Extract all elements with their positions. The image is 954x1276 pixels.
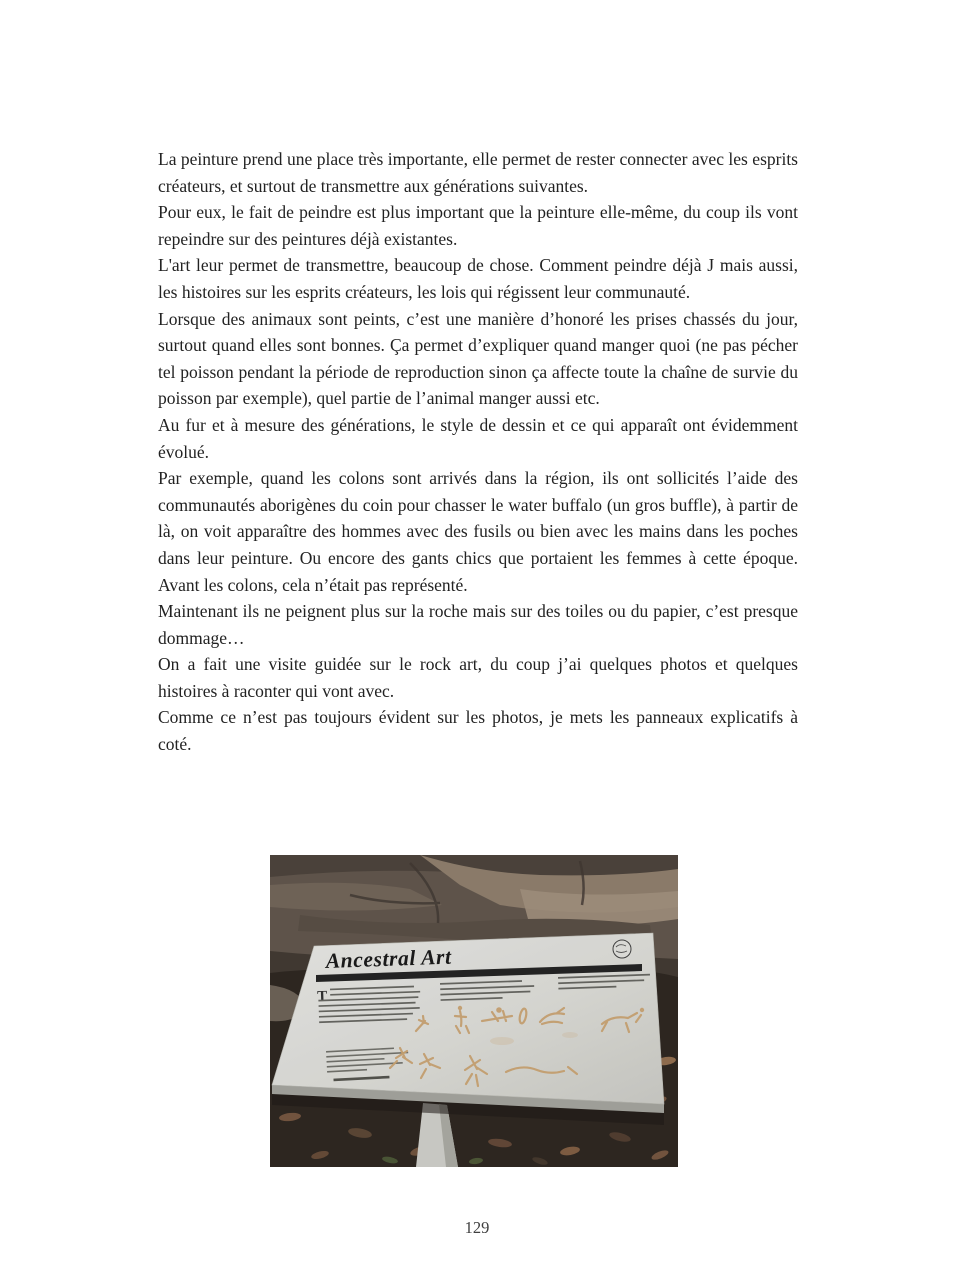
sign-dropcap: T — [317, 988, 328, 1006]
sign-title: Ancestral Art — [325, 944, 452, 973]
paragraph: On a fait une visite guidée sur le rock art, du coup j’ai quelques photos et quelques histoires à raconter qui vont avec. — [158, 654, 798, 701]
page-number: 129 — [464, 1218, 490, 1237]
paragraph: Comme ce n’est pas toujours évident sur les photos, je mets les panneaux explicatifs à coté. — [158, 707, 798, 755]
paragraph: Lorsque des animaux sont peints, c’est une manière d’honoré les prises chassés du jour, surtout quand elles sont bonnes. Ça permet d’expliquer quand manger quoi (ne pas pécher tel poisson pendant la période de reproduction sinon ça affecte toute la chaîne de survie du poisson par exemple), quel partie de l’animal manger aussi etc. — [158, 308, 798, 409]
paragraph: Par exemple, quand les colons sont arrivés dans la région, ils ont sollicités l’aide des communautés aborigènes du coin pour chasser le water buffalo (un gros buffle), à partir de là, on voit apparaître des hommes avec des fusils ou bien avec les mains dans les poches dans leur peinture. Ou encore des gants chics que portaient les femmes à cette époque. Avant les colons, cela n’était pas représenté. — [158, 468, 798, 595]
paragraph: L'art leur permet de transmettre, beaucoup de chose. Comment peindre déjà J mais aussi, les histoires sur les esprits créateurs, les lois qui régissent leur communauté. — [158, 255, 798, 302]
photo-ancestral-art-sign — [270, 855, 678, 1167]
paragraph: Maintenant ils ne peignent plus sur la roche mais sur des toiles ou du papier, c’est presque dommage… — [158, 601, 798, 648]
paragraph: Au fur et à mesure des générations, le style de dessin et ce qui apparaît ont évidemment évolué. — [158, 414, 798, 462]
paragraph: Pour eux, le fait de peindre est plus important que la peinture elle-même, du coup ils vont repeindre sur des peintures déjà existantes. — [158, 202, 798, 249]
paragraph: La peinture prend une place très importante, elle permet de rester connecter avec les esprits créateurs, et surtout de transmettre aux générations suivantes. — [158, 149, 798, 196]
body-text — [158, 146, 798, 758]
photo-haze — [270, 855, 678, 1167]
